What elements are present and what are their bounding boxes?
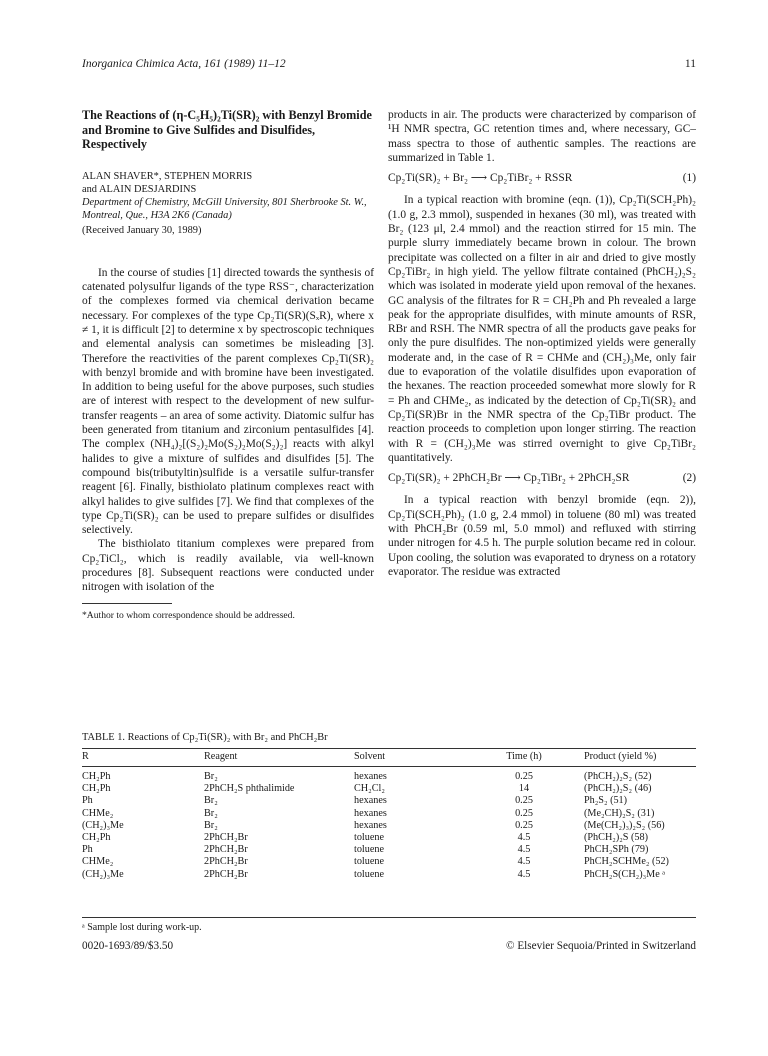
table-cell: hexanes	[354, 771, 387, 782]
table-cell: 2PhCH₂Br	[204, 856, 248, 868]
table-cell: CHMe₂	[82, 856, 114, 868]
table-cell: CH₂Ph	[82, 783, 111, 795]
footnote-rule	[82, 603, 172, 604]
footnote: *Author to whom correspondence should be addressed.	[82, 609, 295, 621]
table-row	[82, 832, 696, 844]
table-cell: 0.25	[515, 807, 533, 819]
reactions-table	[82, 748, 696, 881]
table-header-row	[82, 749, 696, 767]
equation-text: Cp₂Ti(SR)₂ + 2PhCH₂Br ⟶ Cp₂TiBr₂ + 2PhCH₂SR	[388, 472, 630, 485]
table-cell: 4.5	[517, 844, 531, 856]
table-row	[82, 795, 696, 807]
table-cell: PhCH₂SCHMe₂ (52)	[584, 856, 669, 868]
table-cell: (PhCH₂)₂S (58)	[584, 832, 648, 844]
table-cell: CH₂Ph	[82, 832, 111, 844]
table-cell: 4.5	[517, 856, 531, 868]
right-column	[388, 108, 696, 579]
table-cell: hexanes	[354, 807, 387, 819]
issn-code: 0020-1693/89/$3.50	[82, 940, 174, 952]
table-cell: toluene	[354, 868, 384, 880]
table-cell: 2PhCH₂Br	[204, 832, 248, 844]
table-cell: Ph	[82, 795, 93, 807]
article-title: The Reactions of (η-C₅H₅)₂Ti(SR)₂ with Benzyl Bromide and Bromine to Give Sulfides and Disulfides, Respectively	[82, 108, 372, 151]
table-cell: toluene	[354, 856, 384, 868]
table-cell: (PhCH₂)₂S₂ (52)	[584, 771, 652, 782]
table-row	[82, 808, 696, 820]
affiliation: Department of Chemistry, McGill University, 801 Sherbrooke St. W., Montreal, Que., H3A 2K6 (Canada)	[82, 196, 367, 221]
table-cell: 14	[518, 783, 530, 795]
table-cell: 4.5	[517, 868, 531, 880]
column-header: Solvent	[354, 749, 464, 767]
table-cell: 0.25	[515, 771, 533, 782]
received-date: (Received January 30, 1989)	[82, 224, 202, 236]
table-row	[82, 869, 696, 881]
page-number: 11	[684, 58, 696, 70]
body-paragraph: In a typical reaction with bromine (eqn. (1)), Cp₂Ti(SCH₂Ph)₂ (1.0 g, 2.3 mmol), suspended in hexanes (30 ml), was treated with Br₂ (123 μl, 2.4 mmol) and the reaction stirred for 15 min. The purple slurry immediately became brown in colour. The brown precipitate was collected on a filter in air and dried to give mostly Cp₂TiBr₂ in high yield. The yellow filtrate contained (PhCH₂)₂S₂ which was isolated in moderate yield upon removal of the hexanes. GC analysis of the filtrates for R = CH₂Ph and Ph revealed a large peak for the appropriate disulfides, with minute amounts of RSR, RBr and RSH. The NMR spectra of all the products gave peaks for only the pure disulfides. The non-optimized yields were generally moderate and, in the case of R = CHMe and (CH₂)₃Me, only fair due to evaporation of the volatile disulfides upon evaporation of the hexanes. The reaction proceeded somewhat more slowly for R = Ph and CHMe₂, as indicated by the detection of Cp₂Ti(SR)₂ and Cp₂Ti(SR)Br in the NMR spectra of the Cp₂TiBr product. The reaction proceeds to completion upon longer stirring. The reaction with R = (CH₂)₃Me was stirred overnight to give Cp₂TiBr₂ quantitatively.	[388, 194, 696, 464]
left-column	[82, 108, 374, 623]
table-cell: PhCH₂SPh (79)	[584, 844, 649, 856]
table-cell: Ph₂S₂ (51)	[584, 795, 628, 807]
authors-line-1: ALAN SHAVER*, STEPHEN MORRIS	[82, 170, 253, 182]
table-cell: CHMe₂	[82, 807, 114, 819]
body-paragraph: The bisthiolato titanium complexes were prepared from Cp₂TiCl₂, which is readily available, via well-known procedures [8]. Subsequent reactions were conducted under nitrogen with isolation of the	[82, 538, 374, 594]
column-header: Product (yield %)	[584, 749, 696, 767]
table-cell: CH₂Ph	[82, 771, 111, 782]
table-cell: (CH₂)₃Me	[82, 819, 124, 831]
table-cell: hexanes	[354, 819, 387, 831]
column-header: Time (h)	[464, 749, 584, 767]
column-header: Reagent	[204, 749, 354, 767]
table-cell: Br₂	[204, 795, 218, 807]
body-paragraph: In the course of studies [1] directed towards the synthesis of catenated polysulfur ligands of the type RSS⁻, characterization of the complexes formed via chemical derivation became necessary. For complexes of the type Cp₂Ti(SR)(SₓR), where x ≠ 1, it is difficult [2] to determine x by spectroscopic techniques and elemental analysis can sometimes be misleading [3]. Therefore the reactivities of the parent complexes Cp₂Ti(SR)₂ with benzyl bromide and with bromine have been investigated. In addition to being useful for the above purposes, such studies are of interest with respect to the development of new sulfur-transfer reagents – an area of some activity. Diatomic sulfur has been generated from titanium and zirconium pentasulfides [4]. The complex (NH₄)₂[(S₂)₂Mo(S₂)₂Mo(S₂)₂] reacts with alkyl halides to give a mixture of sulfides and disulfides [5]. The compound bis(tributyltin)sulfide is a versatile sulfur-transfer reagent [6]. Finally, bisthiolato platinum complexes react with alkyl halides to give sulfides [7]. We find that complexes of the type Cp₂Ti(SR)₂ can be used to prepare sulfides or disulfides selectively.	[82, 266, 375, 537]
equation-number: (1)	[682, 172, 696, 185]
table-cell: CH₂Cl₂	[354, 783, 385, 795]
equation-text: Cp₂Ti(SR)₂ + Br₂ ⟶ Cp₂TiBr₂ + RSSR	[388, 172, 573, 185]
table-cell: toluene	[354, 844, 384, 856]
table-row	[82, 767, 696, 784]
equation-number: (2)	[682, 472, 696, 485]
table-cell: 2PhCH₂Br	[204, 868, 248, 880]
table-cell: (PhCH₂)₂S₂ (46)	[584, 783, 652, 795]
table-row	[82, 856, 696, 868]
equation-2	[388, 471, 696, 485]
body-paragraph: In a typical reaction with benzyl bromide (eqn. 2)), Cp₂Ti(SCH₂Ph)₂ (1.0 g, 2.4 mmol) in toluene (80 ml) was treated with PhCH₂Br (0.59 ml, 5.0 mmol) and refluxed with stirring under nitrogen for 4.5 h. The purple solution became red in colour. Upon cooling, the solution was evaporated to dryness on a rotatory evaporator. The residue was extracted	[388, 494, 696, 578]
table-cell: Br₂	[204, 771, 218, 782]
table-cell: Br₂	[204, 807, 218, 819]
table-footnote: ᵃ Sample lost during work-up.	[82, 922, 202, 933]
equation-1	[388, 171, 696, 185]
table-cell: Ph	[82, 844, 93, 856]
table-cell: 4.5	[517, 832, 531, 844]
table-cell: (Me(CH₂)₃)₂S₂ (56)	[584, 819, 665, 831]
running-header	[82, 58, 696, 70]
table-cell: PhCH₂S(CH₂)₃Me ᵃ	[584, 868, 666, 880]
copyright-notice: © Elsevier Sequoia/Printed in Switzerland	[506, 940, 696, 952]
table-caption: TABLE 1. Reactions of Cp₂Ti(SR)₂ with Br₂ and PhCH₂Br	[82, 732, 328, 743]
table-row	[82, 844, 696, 856]
table-cell: 0.25	[515, 795, 533, 807]
table-cell: Br₂	[204, 819, 218, 831]
column-header: R	[82, 749, 204, 767]
journal-citation: Inorganica Chimica Acta, 161 (1989) 11–12	[82, 58, 286, 70]
table-cell: hexanes	[354, 795, 387, 807]
authors-line-2: and ALAIN DESJARDINS	[82, 183, 197, 195]
table-cell: 0.25	[515, 819, 533, 831]
table-cell: 2PhCH₂S phthalimide	[204, 783, 295, 795]
table-cell: 2PhCH₂Br	[204, 844, 248, 856]
body-paragraph: products in air. The products were characterized by comparison of ¹H NMR spectra, GC retention times and, where necessary, GC–mass spectra to those of authentic samples. The reactions are summarized in Table 1.	[388, 109, 696, 164]
table-row	[82, 783, 696, 795]
table-cell: (Me₂CH)₂S₂ (31)	[584, 807, 655, 819]
table-bottom-rule	[82, 917, 696, 918]
table-cell: (CH₂)₃Me	[82, 868, 124, 880]
table-row	[82, 820, 696, 832]
table-cell: toluene	[354, 832, 384, 844]
